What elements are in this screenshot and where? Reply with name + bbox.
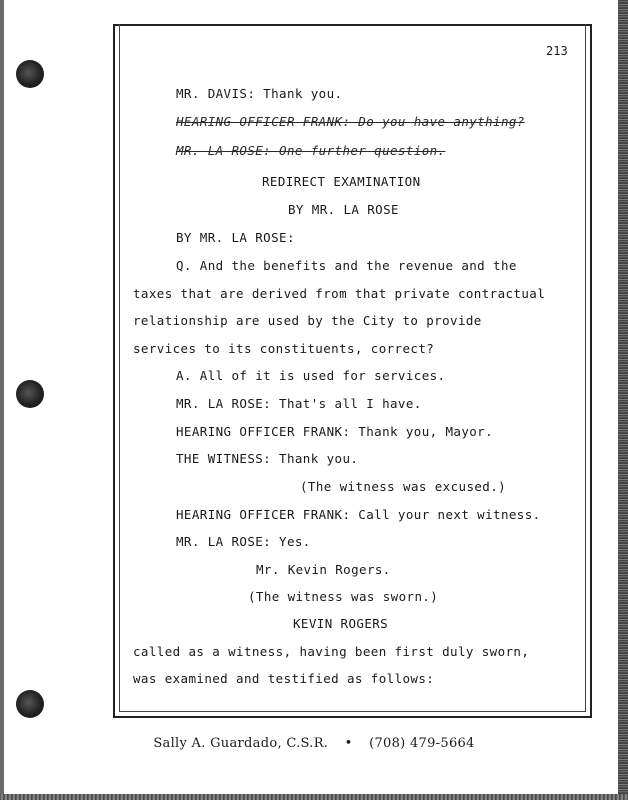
transcript-line-21: called as a witness, having been first duly sworn, xyxy=(133,644,530,659)
reporter-footer xyxy=(0,736,628,751)
transcript-line-19: (The witness was sworn.) xyxy=(248,589,439,604)
transcript-line-9: relationship are used by the City to provide xyxy=(133,313,482,328)
transcript-line-13: HEARING OFFICER FRANK: Thank you, Mayor. xyxy=(176,424,494,439)
transcript-line-22: was examined and testified as follows: xyxy=(133,671,435,686)
transcript-line-3: MR. LA ROSE: One further question. xyxy=(176,143,446,158)
scan-edge-right xyxy=(618,0,628,800)
transcript-line-11: A. All of it is used for services. xyxy=(176,368,446,383)
page-number: 213 xyxy=(546,44,568,58)
transcript-line-17: MR. LA ROSE: Yes. xyxy=(176,534,311,549)
transcript-line-6: BY MR. LA ROSE: xyxy=(176,230,295,245)
transcript-heading-by: BY MR. LA ROSE xyxy=(288,202,399,217)
transcript-line-15: (The witness was excused.) xyxy=(300,479,507,494)
transcript-witness-name: KEVIN ROGERS xyxy=(293,616,389,631)
binder-hole-middle xyxy=(16,380,44,408)
scan-edge-left xyxy=(0,0,4,800)
transcript-line-1: MR. DAVIS: Thank you. xyxy=(176,86,343,101)
transcript-line-2: HEARING OFFICER FRANK: Do you have anything? xyxy=(176,114,525,129)
transcript-line-10: services to its constituents, correct? xyxy=(133,341,435,356)
reporter-name: Sally A. Guardado, C.S.R. xyxy=(153,736,329,751)
transcript-line-18: Mr. Kevin Rogers. xyxy=(256,562,391,577)
transcript-line-12: MR. LA ROSE: That's all I have. xyxy=(176,396,422,411)
transcript-line-7: Q. And the benefits and the revenue and the xyxy=(176,258,517,273)
scan-edge-bottom xyxy=(0,794,628,800)
transcript-heading-redirect: REDIRECT EXAMINATION xyxy=(262,174,421,189)
reporter-phone: (708) 479-5664 xyxy=(369,736,475,751)
transcript-line-16: HEARING OFFICER FRANK: Call your next witness. xyxy=(176,507,541,522)
footer-bullet: • xyxy=(344,736,353,751)
binder-hole-top xyxy=(16,60,44,88)
transcript-line-14: THE WITNESS: Thank you. xyxy=(176,451,359,466)
transcript-line-8: taxes that are derived from that private contractual xyxy=(133,286,546,301)
binder-hole-bottom xyxy=(16,690,44,718)
